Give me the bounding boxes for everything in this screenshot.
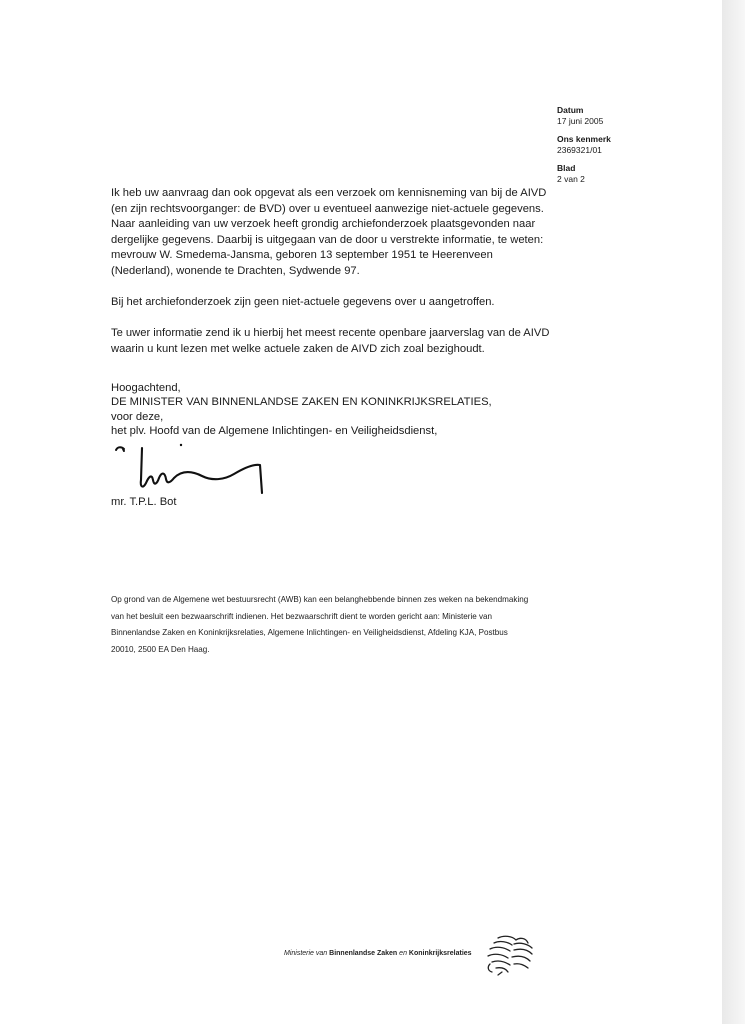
letter-body — [111, 186, 551, 373]
signer-name: mr. T.P.L. Bot — [111, 496, 177, 508]
minister-title: DE MINISTER VAN BINNENLANDSE ZAKEN EN KONINKRIJKSRELATIES, — [111, 396, 492, 409]
ministry-name-part: Koninkrijksrelaties — [408, 950, 472, 957]
ministry-name-part: Binnenlandse Zaken — [329, 950, 398, 957]
scanner-edge — [722, 0, 745, 1024]
page-value: 2 van 2 — [557, 174, 585, 184]
page-block — [557, 163, 611, 185]
body-paragraph: Ik heb uw aanvraag dan ook opgevat als een verzoek om kennisneming van bij de AIVD (en zijn rechtsvoorganger: de BVD) over u eventueel aanwezige niet-actuele gegevens. Naar aanleiding van uw verzoek heeft grondig archiefonderzoek plaatsgevonden naar dergelijke gegevens. Daarbij is uitgegaan van de door u verstrekte informatie, te weten: mevrouw W. Smedema-Jansma, geboren 13 september 1951 te Heerenveen (Nederland), wonende te Drachten, Sydwende 97. — [111, 187, 547, 277]
reference-block — [557, 134, 611, 156]
ministry-footer — [284, 950, 472, 957]
salutation: Hoogachtend, — [111, 382, 181, 394]
body-paragraph: Bij het archiefonderzoek zijn geen niet-actuele gegevens over u aangetroffen. — [111, 296, 495, 309]
reference-value: 2369321/01 — [557, 145, 602, 155]
reference-label: Ons kenmerk — [557, 134, 611, 144]
ministry-lion-logo-icon — [484, 934, 536, 976]
signer-role: het plv. Hoofd van de Algemene Inlichtingen- en Veiligheidsdienst, — [111, 424, 438, 437]
on-behalf-line: voor deze, — [111, 410, 164, 423]
objection-notice: Op grond van de Algemene wet bestuursrecht (AWB) kan een belanghebbende binnen zes weken na bekendmaking van het besluit een bezwaarschrift indienen. Het bezwaarschrift dient te worden gericht aan: Ministerie van Binnenlandse Zaken en Koninkrijksrelaties, Algemene Inlichtingen- en Veiligheidsdienst, Afdeling KJA, Postbus 20010, 2500 EA Den Haag. — [111, 595, 529, 654]
date-value: 17 juni 2005 — [557, 116, 604, 126]
body-paragraph: Te uwer informatie zend ik u hierbij het meest recente openbare jaarverslag van de AIVD waarin u kunt lezen met welke actuele zaken de AIVD zich zoal bezighoudt. — [111, 327, 550, 355]
closing-block — [111, 381, 492, 438]
handwritten-signature — [112, 440, 272, 498]
ministry-prefix: Ministerie van — [284, 950, 328, 957]
letter-metadata — [557, 105, 611, 192]
ministry-connector: en — [399, 950, 407, 957]
date-block — [557, 105, 611, 127]
page-label: Blad — [557, 163, 576, 173]
date-label: Datum — [557, 105, 584, 115]
